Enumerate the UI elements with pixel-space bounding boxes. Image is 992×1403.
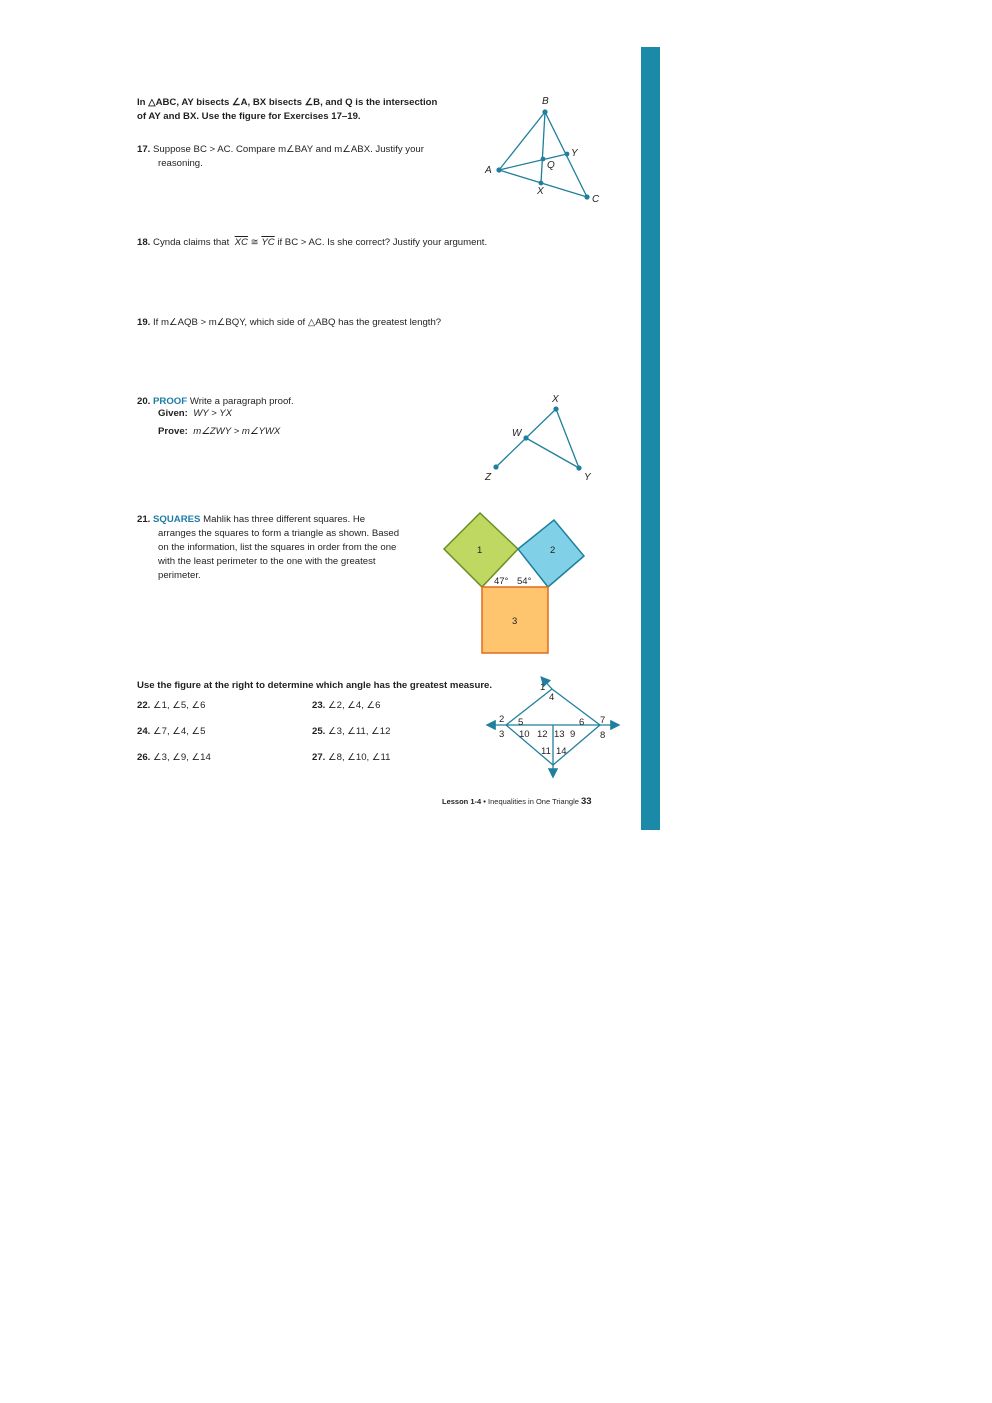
squares-tag: SQUARES	[153, 514, 201, 525]
congruent-symbol: ≅	[250, 237, 259, 248]
given-line	[158, 407, 232, 421]
square-1-label: 1	[477, 545, 483, 556]
given-label: Given:	[158, 408, 188, 419]
exercise-number: 23.	[312, 700, 326, 711]
exercise-23	[312, 699, 381, 713]
exercise-27	[312, 751, 390, 765]
page-number: 33	[581, 796, 592, 807]
angle-label-5: 5	[518, 717, 524, 728]
square-2-label: 2	[550, 545, 556, 556]
exercise-text: Mahlik has three different squares. He	[203, 514, 366, 525]
point-label-y: Y	[571, 148, 578, 159]
vertex-label-c: C	[592, 194, 600, 205]
exercise-number: 22.	[137, 700, 151, 711]
prove-line	[158, 425, 280, 439]
exercise-angles: ∠3, ∠11, ∠12	[328, 726, 391, 737]
prove-statement: m∠ZWY > m∠YWX	[193, 426, 281, 437]
exercise-angles: ∠8, ∠10, ∠11	[328, 752, 391, 763]
angle-label-2: 2	[499, 714, 505, 725]
exercise-number: 19.	[137, 317, 151, 328]
vertex-label-b: B	[542, 96, 549, 107]
intro-line-2: of AY and BX. Use the figure for Exercises 17–19.	[137, 111, 361, 122]
angle-label-3: 3	[499, 729, 505, 740]
angle-label-7: 7	[600, 715, 606, 726]
angle-label-1: 1	[540, 682, 546, 693]
exercise-number: 26.	[137, 752, 151, 763]
numbered-angles-figure	[478, 672, 628, 784]
page-edge-bar	[641, 47, 660, 830]
exercise-21-line: with the least perimeter to the one with the greatest	[158, 556, 376, 567]
angle-label-9: 9	[570, 729, 576, 740]
exercise-21-line: on the information, list the squares in order from the one	[158, 542, 397, 553]
prove-label: Prove:	[158, 426, 188, 437]
three-squares-figure	[436, 506, 592, 660]
angle-label-6: 6	[579, 717, 585, 728]
exercise-text: If m∠AQB > m∠BQY, which side of △ABQ has the greatest length?	[153, 317, 442, 328]
exercise-number: 27.	[312, 752, 326, 763]
given-statement: WY > YX	[193, 408, 233, 419]
exercise-text: Suppose BC > AC. Compare m∠BAY and m∠ABX. Justify your	[153, 144, 424, 155]
exercise-angles: ∠1, ∠5, ∠6	[153, 700, 206, 711]
exercise-19	[137, 316, 441, 330]
exercise-angles: ∠7, ∠4, ∠5	[153, 726, 206, 737]
angle-label-13: 13	[554, 729, 565, 740]
page-footer	[442, 795, 592, 809]
lesson-title: Inequalities in One Triangle	[488, 797, 579, 806]
exercise-text: Write a paragraph proof.	[189, 396, 294, 407]
exercise-21-line: perimeter.	[158, 570, 201, 581]
proof-tag: PROOF	[153, 396, 188, 407]
exercise-21	[137, 513, 365, 527]
segment-xc: $\overline{XC}$	[234, 237, 248, 248]
angle-47-label: 47°	[494, 576, 509, 587]
point-label-x: X	[537, 186, 544, 197]
exercise-26	[137, 751, 211, 765]
exercise-18	[137, 236, 487, 250]
exercise-number: 24.	[137, 726, 151, 737]
point-label-q: Q	[547, 160, 555, 171]
exercise-24	[137, 725, 206, 739]
point-label-x: X	[552, 394, 559, 405]
point-label-z: Z	[485, 472, 492, 483]
angle-label-8: 8	[600, 730, 606, 741]
lesson-label: Lesson 1-4	[442, 797, 482, 806]
exercise-text-a: Cynda claims that	[153, 237, 230, 248]
exercise-17	[137, 143, 424, 157]
group-instruction: Use the figure at the right to determine which angle has the greatest measure.	[137, 680, 493, 691]
angle-label-11: 11	[541, 746, 551, 757]
exercise-angles: ∠2, ∠4, ∠6	[328, 700, 381, 711]
exercise-number: 20.	[137, 396, 151, 407]
exercise-number: 18.	[137, 237, 151, 248]
segment-yc: $\overline{YC}$	[261, 237, 275, 248]
square-3-label: 3	[512, 616, 518, 627]
exercise-21-line: arranges the squares to form a triangle as shown. Based	[158, 528, 400, 539]
angle-label-4: 4	[549, 692, 555, 703]
point-label-y: Y	[584, 472, 591, 483]
exercise-text-b: if BC > AC. Is she correct? Justify your argument.	[277, 237, 488, 248]
triangle-wxy-figure	[478, 388, 598, 484]
point-label-w: W	[512, 428, 522, 439]
exercise-angles: ∠3, ∠9, ∠14	[153, 752, 211, 763]
exercise-22	[137, 699, 206, 713]
triangle-abc-figure	[478, 90, 608, 208]
vertex-label-a: A	[485, 165, 492, 176]
exercise-25	[312, 725, 390, 739]
exercise-17-line-2: reasoning.	[158, 158, 203, 169]
angle-54-label: 54°	[517, 576, 532, 587]
exercise-number: 21.	[137, 514, 151, 525]
angle-label-10: 10	[519, 729, 530, 740]
angle-label-14: 14	[556, 746, 567, 757]
footer-separator: •	[483, 797, 486, 806]
exercise-number: 17.	[137, 144, 151, 155]
angle-label-12: 12	[537, 729, 548, 740]
exercise-number: 25.	[312, 726, 326, 737]
intro-line-1: In △ABC, AY bisects ∠A, BX bisects ∠B, and Q is the intersection	[137, 97, 438, 108]
